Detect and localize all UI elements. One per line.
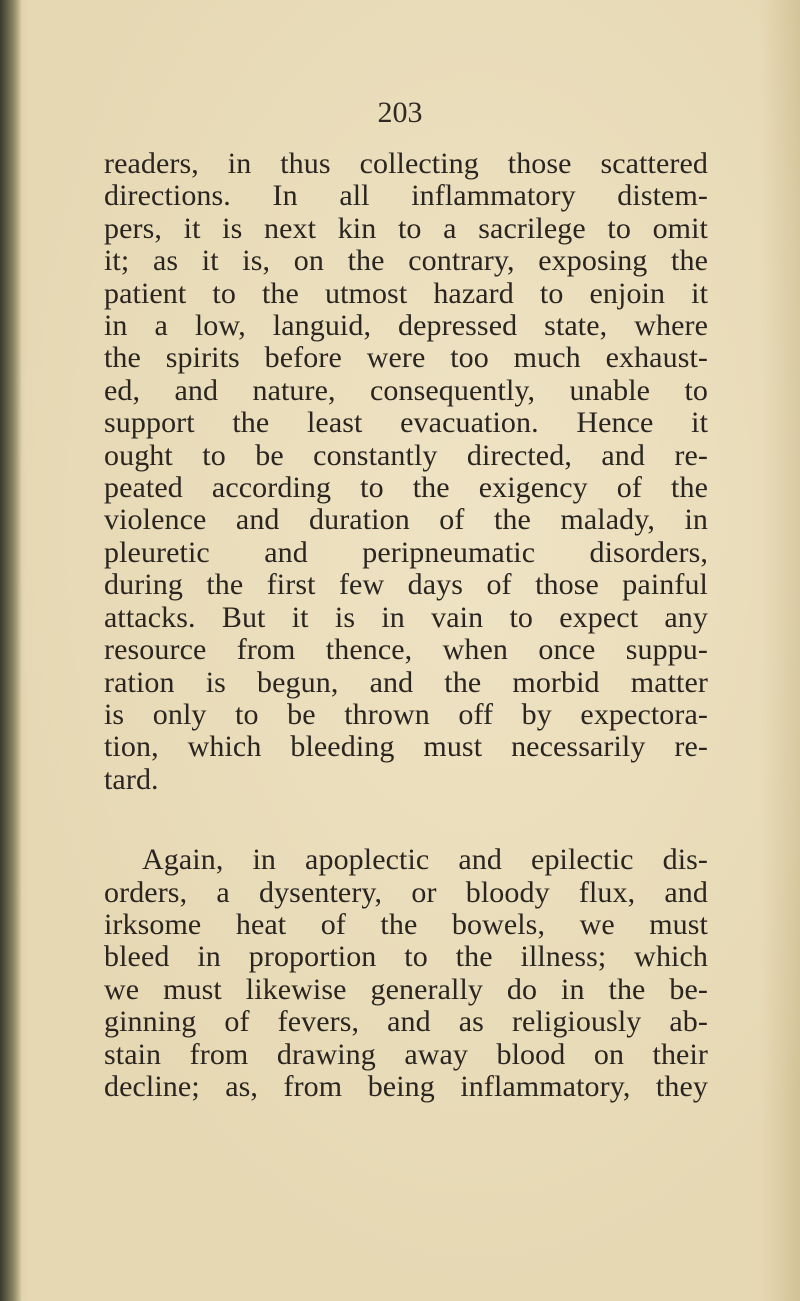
text-line: irksome heat of the bowels, we must [104, 907, 708, 941]
text-line: stain from drawing away blood on their [104, 1037, 708, 1071]
text-line: pers, it is next kin to a sacrilege to omit [104, 211, 708, 245]
page-number: 203 [377, 96, 423, 129]
text-line: directions. In all inflammatory distem- [104, 179, 708, 213]
text-line: orders, a dysentery, or bloody flux, and [104, 875, 708, 909]
text-line: tion, which bleeding must necessarily re- [104, 730, 708, 764]
page-body [104, 148, 708, 1103]
text-line: it; as it is, on the contrary, exposing the [104, 244, 708, 278]
text-line: the spirits before were too much exhaust- [104, 341, 708, 375]
text-line: ginning of fevers, and as religiously ab- [104, 1005, 708, 1039]
paragraph-1 [104, 148, 708, 796]
paragraph-gap [104, 796, 708, 844]
paragraph-2 [104, 844, 708, 1103]
text-line: is only to be thrown off by expectora- [104, 697, 708, 731]
text-line: resource from thence, when once suppu- [104, 633, 708, 667]
text-line: in a low, languid, depressed state, where [104, 309, 708, 343]
text-line: tard. [104, 762, 159, 796]
text-line: attacks. But it is in vain to expect any [104, 600, 708, 634]
text-line: we must likewise generally do in the be- [104, 972, 708, 1006]
book-gutter [0, 0, 22, 1301]
text-line: support the least evacuation. Hence it [104, 406, 708, 440]
text-line: readers, in thus collecting those scattered [104, 147, 708, 180]
text-line: ought to be constantly directed, and re- [104, 438, 708, 472]
text-line: during the first few days of those painful [104, 568, 708, 602]
text-line: patient to the utmost hazard to enjoin it [104, 276, 708, 310]
text-line: bleed in proportion to the illness; which [104, 940, 708, 974]
text-line: ed, and nature, consequently, unable to [104, 373, 708, 407]
text-line: decline; as, from being inflammatory, they [104, 1069, 708, 1103]
text-line: peated according to the exigency of the [104, 471, 708, 505]
text-line: Again, in apoplectic and epilectic dis- [142, 843, 708, 877]
text-line: pleuretic and peripneumatic disorders, [104, 535, 708, 569]
text-line: violence and duration of the malady, in [104, 503, 708, 537]
text-line: ration is begun, and the morbid matter [104, 665, 708, 699]
